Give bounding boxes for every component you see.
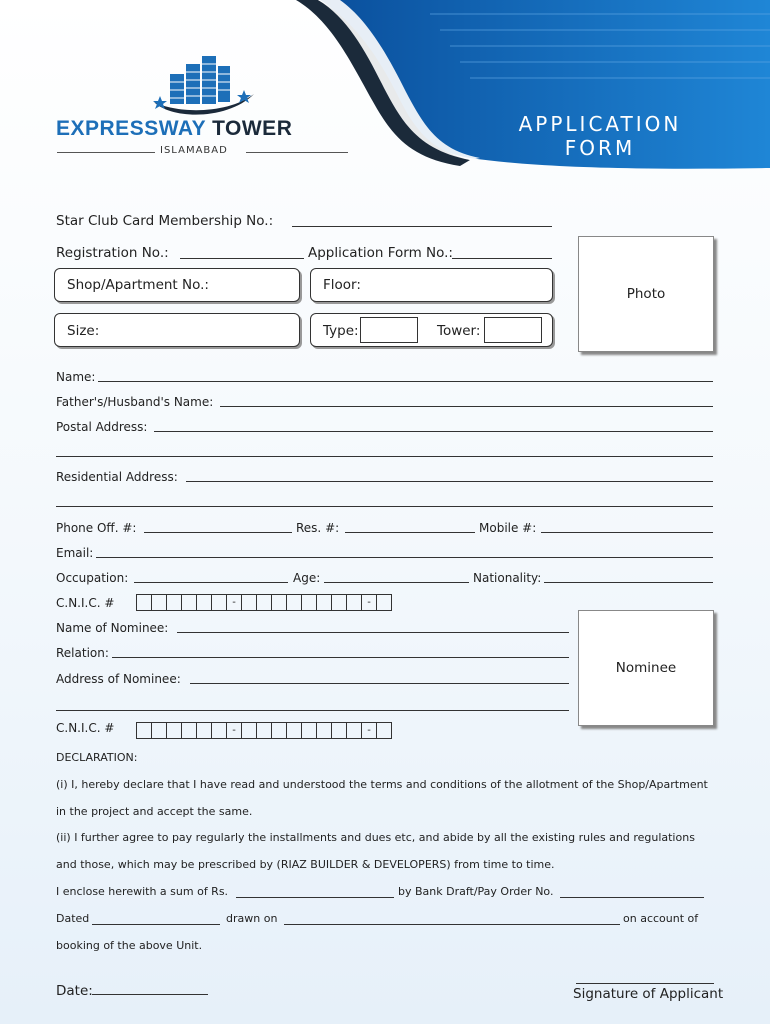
nominee-cnic-boxes[interactable] [136,722,392,739]
nominee-address-field[interactable] [190,683,569,684]
occupation-label: Occupation: [56,571,129,585]
on-account-label: on account of [623,912,699,925]
drawn-on-field[interactable] [284,924,620,925]
declaration-p2b: and those, which may be prescribed by (RIAZ BUILDER & DEVELOPERS) from time to time. [56,858,555,871]
size-box[interactable] [54,313,300,347]
shop-apartment-label: Shop/Apartment No.: [67,277,209,293]
brand-rule-left [57,152,155,153]
tower-label: Tower: [437,323,481,339]
res-label: Res. #: [296,521,340,535]
cnic-label: C.N.I.C. # [56,596,115,610]
postal-label: Postal Address: [56,420,148,434]
father-label: Father's/Husband's Name: [56,395,214,409]
age-label: Age: [293,571,321,585]
nominee-cnic-label: C.N.I.C. # [56,721,115,735]
phone-off-field[interactable] [144,532,292,533]
dated-label: Dated [56,912,90,925]
phone-off-label: Phone Off. #: [56,521,137,535]
star-club-field[interactable] [292,226,552,227]
registration-label: Registration No.: [56,245,169,261]
mobile-field[interactable] [541,532,713,533]
relation-field[interactable] [112,657,569,658]
floor-label: Floor: [323,277,361,293]
declaration-p1b: in the project and accept the same. [56,805,253,818]
brand-city: ISLAMABAD [160,145,228,156]
form-title [490,112,710,160]
nominee-cnic-dash-2: - [362,723,377,738]
shop-apartment-box[interactable] [54,268,300,302]
name-label: Name: [56,370,96,384]
cnic-boxes[interactable] [136,594,392,611]
mobile-label: Mobile #: [479,521,537,535]
booking-label: booking of the above Unit. [56,939,203,952]
app-form-no-field[interactable] [452,258,552,259]
nominee-cnic-dash-1: - [227,723,242,738]
type-label: Type: [323,323,359,339]
email-field[interactable] [96,557,713,558]
brand-rule-right [246,152,348,153]
building-logo-icon [148,54,260,120]
age-field[interactable] [324,582,469,583]
declaration-p2a: (ii) I further agree to pay regularly the installments and dues etc, and abide by all the existing rules and regulations [56,831,695,844]
dated-field[interactable] [92,924,220,925]
residential-label: Residential Address: [56,470,178,484]
photo-box[interactable] [578,236,714,352]
nationality-field[interactable] [544,582,713,583]
brand-name-part1: EXPRESSWAY [56,117,206,140]
cnic-dash-2: - [362,595,377,610]
nominee-address-field-2[interactable] [56,710,569,711]
postal-field-2[interactable] [56,456,713,457]
father-field[interactable] [220,406,713,407]
declaration-heading: DECLARATION: [56,751,138,764]
brand-name [56,117,292,141]
nominee-address-label: Address of Nominee: [56,672,181,686]
postal-field[interactable] [154,431,713,432]
nominee-name-field[interactable] [177,632,569,633]
nominee-box-label: Nominee [615,660,677,676]
email-label: Email: [56,546,94,560]
brand-name-part2: TOWER [212,117,293,140]
form-title-line1: APPLICATION [518,112,682,136]
signature-label: Signature of Applicant [573,986,724,1002]
date-label: Date: [56,983,93,999]
cnic-dash-1: - [227,595,242,610]
signature-field[interactable] [576,983,714,984]
drawn-on-label: drawn on [226,912,278,925]
date-field[interactable] [92,994,208,995]
bank-draft-label: by Bank Draft/Pay Order No. [398,885,554,898]
size-label: Size: [67,323,100,339]
declaration-p1a: (i) I, hereby declare that I have read and understood the terms and conditions of the allotment of the Shop/Apartment [56,778,708,791]
enclose-label: I enclose herewith a sum of Rs. [56,885,229,898]
star-club-label: Star Club Card Membership No.: [56,213,274,229]
registration-field[interactable] [180,258,304,259]
residential-field-2[interactable] [56,506,713,507]
type-input[interactable] [360,317,418,343]
nationality-label: Nationality: [473,571,542,585]
floor-box[interactable] [310,268,553,302]
nominee-name-label: Name of Nominee: [56,621,169,635]
name-field[interactable] [98,381,713,382]
residential-field[interactable] [186,481,713,482]
header-banner [0,0,770,200]
app-form-no-label: Application Form No.: [308,245,453,261]
form-title-line2: FORM [564,136,636,160]
res-field[interactable] [345,532,475,533]
pay-order-field[interactable] [560,897,704,898]
photo-label: Photo [626,286,666,302]
tower-input[interactable] [484,317,542,343]
occupation-field[interactable] [134,582,288,583]
nominee-photo-box[interactable] [578,610,714,726]
amount-field[interactable] [236,897,394,898]
relation-label: Relation: [56,646,109,660]
